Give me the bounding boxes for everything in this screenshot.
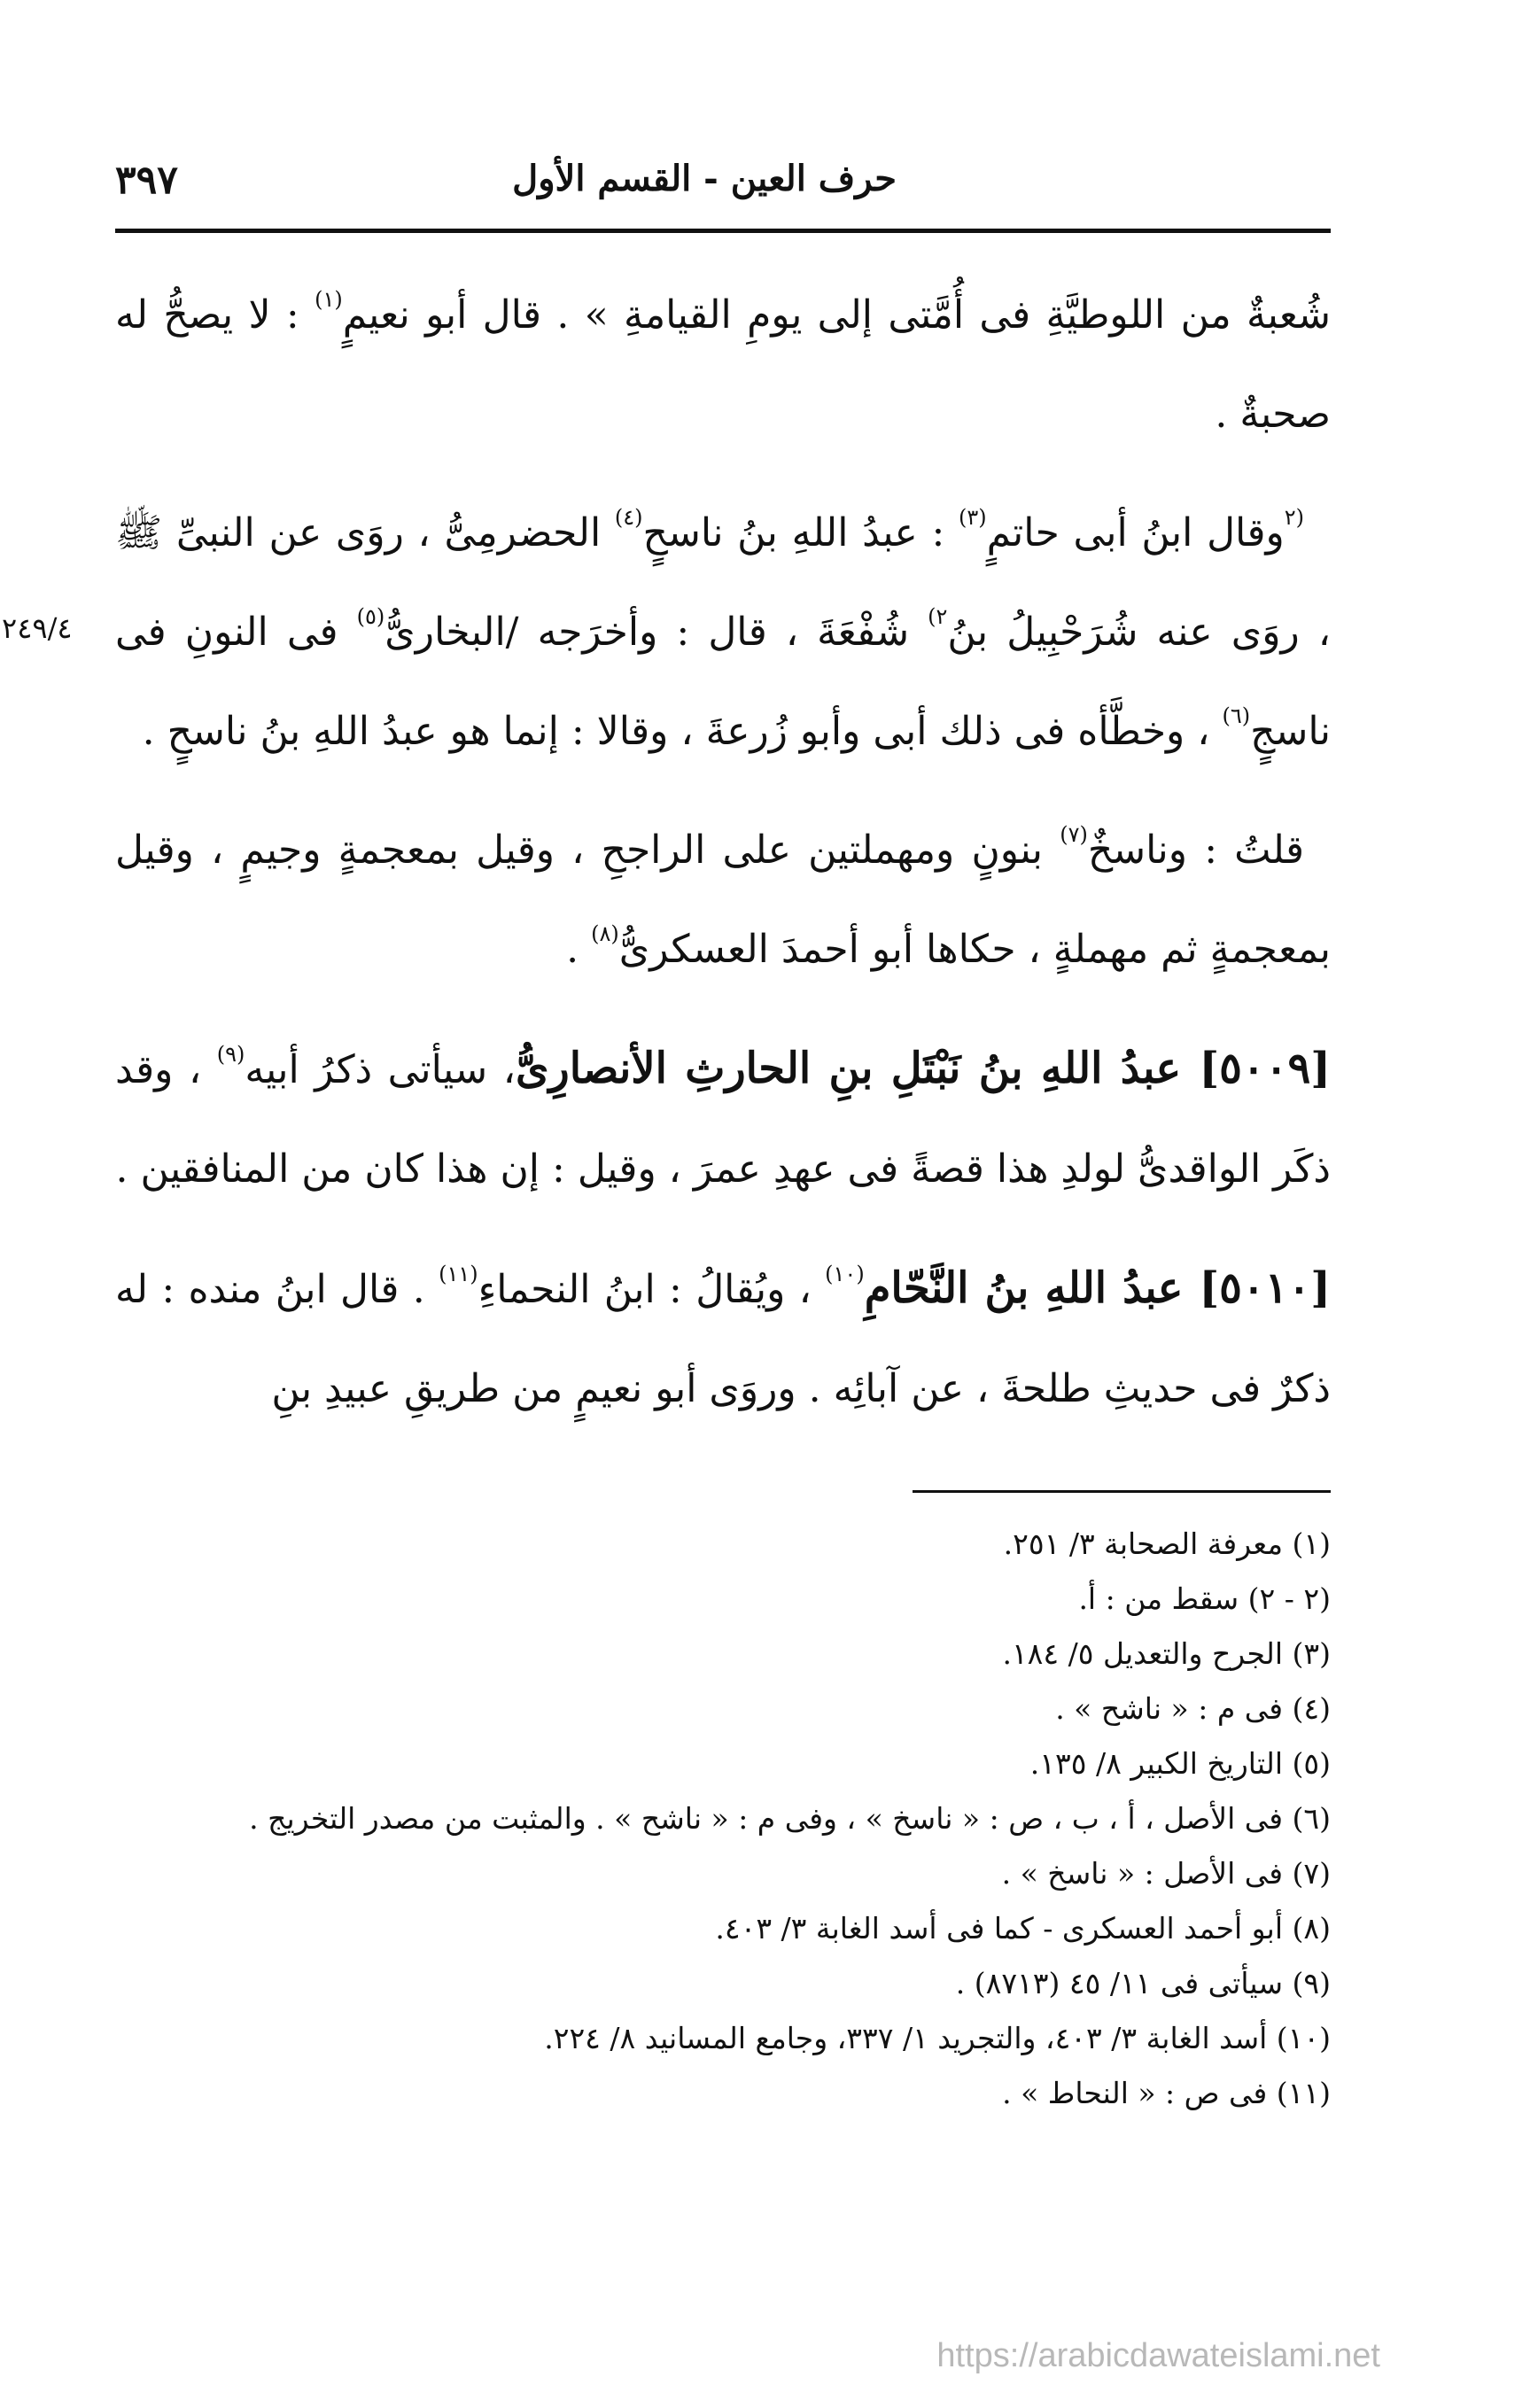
- text-run: بنونٍ ومهملتين على الراجحِ ، وقيل بمعجمةٍ وجيمٍ ، وقيل بمعجمةٍ ثم مهملةٍ ، حكاها أبو أحمدَ العسكرىُّ: [115, 827, 1331, 972]
- footnote-item: (١١) فى ص : « النحاط » .: [1002, 2076, 1331, 2110]
- footnote-item: (١) معرفة الصحابة ٣/ ٢٥١.: [1003, 1526, 1331, 1561]
- entry-5010: [115, 1239, 1331, 1439]
- text-run: : عبدُ اللهِ بنُ ناسحٍ: [642, 510, 959, 555]
- page-header: [115, 151, 1331, 213]
- main-text: [115, 266, 1331, 1458]
- entry-name: عبدُ اللهِ بنُ نَبْتَلِ بنِ الحارثِ الأنصارِىُّ: [515, 1044, 1200, 1093]
- footnote-ref-11[interactable]: (١١): [439, 1262, 478, 1286]
- footnotes-list: [115, 1517, 1331, 2121]
- text-run: فى النونِ فى ناسجٍ: [115, 610, 1331, 754]
- text-run: الحضرمِىُّ ، روَى عن النبىِّ ﷺ ، روَى عنه شُرَحْبِيلُ بنُ: [115, 510, 1331, 655]
- footnote-item: (٣) الجرح والتعديل ٥/ ١٨٤.: [1002, 1636, 1331, 1671]
- paragraph-3: [115, 801, 1331, 999]
- entry-number: [٥٠١٠]: [1199, 1263, 1331, 1313]
- footnote-item: (٨) أبو أحمد العسكرى - كما فى أسد الغابة ٣/ ٤٠٣.: [715, 1911, 1331, 1946]
- text-run: ، سيأتى ذكرُ أبيه: [245, 1047, 516, 1092]
- entry-5009: [115, 1019, 1331, 1219]
- footnote-ref-9[interactable]: (٩): [216, 1042, 245, 1067]
- footnote-ref-10[interactable]: (١٠): [825, 1262, 865, 1286]
- footnote-ref-3[interactable]: (٣): [959, 505, 987, 530]
- text-run: قلتُ : وناسخٌ: [1087, 827, 1304, 873]
- footnote-ref-4[interactable]: (٤): [614, 505, 643, 530]
- text-run: ، وخطَّأه فى ذلك أبى وأبو زُرعةَ ، وقالا : إنما هو عبدُ اللهِ بنُ ناسحٍ .: [142, 709, 1223, 754]
- footnote-ref-6[interactable]: (٦): [1222, 703, 1251, 728]
- footnote-item: (٤) فى م : « ناشح » .: [1055, 1691, 1331, 1726]
- text-run: شُعبةٌ من اللوطيَّةِ فى أُمَّتى إلى يومِ القيامةِ » . قال أبو نعيمٍ: [342, 292, 1331, 338]
- watermark-url: https://arabicdawateislami.net: [936, 2337, 1380, 2374]
- text-run: شُفْعَةَ ، قال : وأخرَجه /البخارىُّ: [384, 610, 928, 655]
- paragraph-2: [115, 484, 1331, 781]
- footnote-item: (١٠) أسد الغابة ٣/ ٤٠٣، والتجريد ١/ ٣٣٧، وجامع المسانيد ٨/ ٢٢٤.: [544, 2021, 1331, 2055]
- footnote-item: (٧) فى الأصل : « ناسخ » .: [1001, 1856, 1331, 1891]
- text-run: ، ويُقالُ : ابنُ النحماءِ: [478, 1267, 826, 1312]
- footnote-ref-7[interactable]: (٧): [1060, 822, 1088, 847]
- footnote-item: (٥) التاريخ الكبير ٨/ ١٣٥.: [1029, 1746, 1331, 1781]
- entry-number: [٥٠٠٩]: [1199, 1044, 1331, 1093]
- text-run: وقال ابنُ أبى حاتمٍ: [986, 510, 1285, 555]
- footnote-separator: [913, 1490, 1331, 1493]
- footnote-ref-8[interactable]: (٨): [591, 921, 619, 946]
- text-run: : لا يصحُّ له صحبةٌ .: [115, 292, 1331, 437]
- footnote-item: (٢ - ٢) سقط من : أ.: [1078, 1581, 1331, 1616]
- footnote-ref-2-end[interactable]: ٢): [928, 604, 948, 629]
- text-run: ، وقد ذكَر الواقدىُّ لولدِ هذا قصةً فى عهدِ عمرَ ، وقيل : إن هذا كان من المنافقين .: [115, 1047, 1331, 1192]
- running-title: حرف العين - القسم الأول: [512, 158, 897, 199]
- text-run: . قال ابنُ منده : له ذكرٌ فى حديثِ طلحةَ ، عن آبائِه . وروَى أبو نعيمٍ من طريقِ عبيدِ بنِ: [115, 1267, 1331, 1411]
- footnote-ref-2-start[interactable]: (٢: [1284, 505, 1304, 530]
- entry-name: عبدُ اللهِ بنُ النَّحّامِ: [864, 1263, 1200, 1313]
- footnote-ref-1[interactable]: (١): [315, 287, 343, 312]
- text-run: .: [566, 927, 592, 972]
- footnote-ref-5[interactable]: (٥): [356, 604, 385, 629]
- margin-reference: ٢٤٩/٤: [2, 611, 73, 645]
- footnote-item: (٩) سيأتى فى ١١/ ٤٥ (٨٧١٣) .: [955, 1966, 1331, 2000]
- page-number: ٣٩٧: [115, 158, 178, 203]
- footnote-item: (٦) فى الأصل ، أ ، ب ، ص : « ناسخ » ، وفى م : « ناشح » . والمثبت من مصدر التخريج .: [249, 1801, 1331, 1836]
- paragraph-1: [115, 266, 1331, 464]
- header-rule: [115, 229, 1331, 233]
